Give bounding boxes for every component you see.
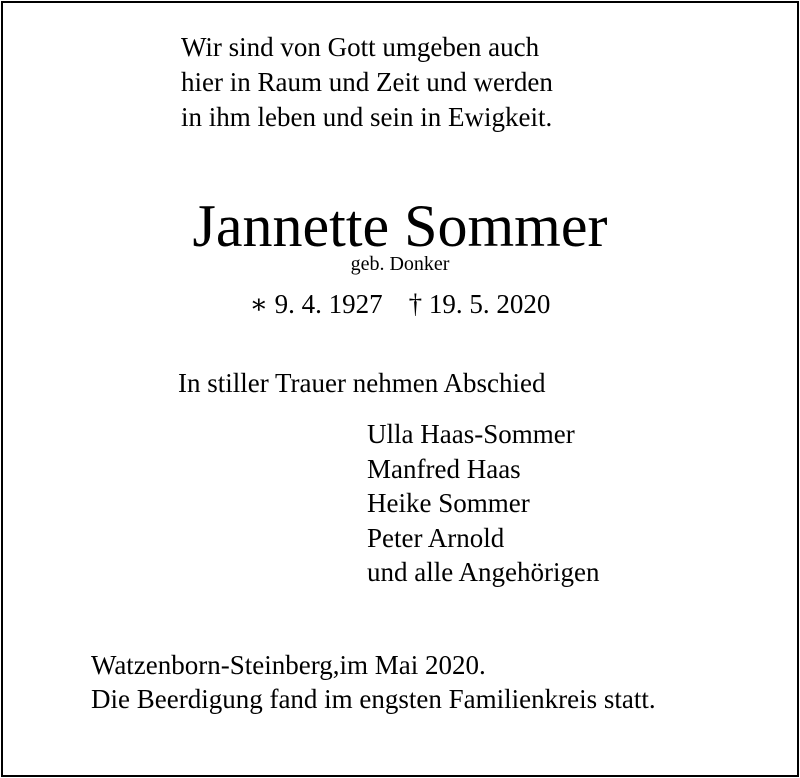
place-date: Watzenborn-Steinberg,im Mai 2020. [91,650,486,680]
mourning-text: In stiller Trauer nehmen Abschied [178,368,546,398]
maiden-name: geb. Donker [350,253,450,275]
verse-line: Wir sind von Gott umgeben auch [181,32,540,62]
birth-date: 9. 4. 1927 [274,289,383,319]
mourner-name: Ulla Haas-Sommer [367,419,575,449]
mourner-name: und alle Angehörigen [367,557,600,587]
death-date: 19. 5. 2020 [428,289,551,319]
mourner-name: Heike Sommer [367,488,530,518]
funeral-note: Die Beerdigung fand im engsten Familienkreis statt. [91,684,656,714]
memorial-verse [181,30,553,135]
mourners-list [367,417,599,590]
verse-line: in ihm leben und sein in Ewigkeit. [181,102,553,132]
deceased-name: Jannette Sommer [192,193,608,259]
birth-symbol: ∗ [249,289,268,319]
life-dates [0,286,800,322]
death-symbol: † [408,289,423,319]
mourner-name: Manfred Haas [367,453,521,484]
verse-line: hier in Raum und Zeit und werden [181,67,553,97]
footer [91,648,656,716]
mourner-name: Peter Arnold [367,522,505,553]
